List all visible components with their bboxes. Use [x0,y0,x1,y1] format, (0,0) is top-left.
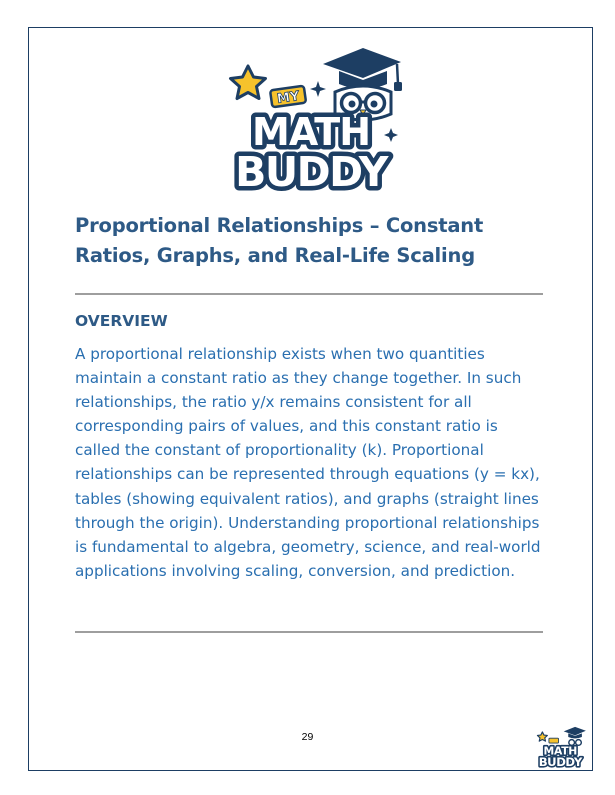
overview-paragraph: A proportional relationship exists when two quantities maintain a constant ratio as they change together. In such relationships, the ratio y/x remains consistent for all corresponding pairs of values, and this constant ratio is called the constant of proportionality (k). Proportional relationships can be represented through equations (y = kx), tables (showing equivalent ratios), and graphs (straight lines through the origin). Understanding proportional relationships is fundamental to algebra, geometry, science, and real-world applications involving scaling, conversion, and prediction. [75,345,541,580]
logo-word-buddy: BUDDY [235,148,387,194]
my-badge [270,86,306,108]
footer-logo-word-math: MATH [543,744,578,758]
page-title: Proportional Relationships – Constant Ratios, Graphs, and Real-Life Scaling [75,214,484,267]
footer-logo [533,725,587,769]
my-math-buddy-logo [215,44,405,194]
graduation-cap-icon [564,727,586,739]
footer-logo-word-buddy: BUDDY [538,755,582,769]
sparkle-icon [310,81,326,97]
logo-word-math: MATH [252,110,370,154]
sparkle-icon [384,128,398,142]
logo-word-my: MY [276,88,301,107]
divider [75,293,543,295]
section-heading: OVERVIEW [75,312,168,330]
divider [75,631,543,633]
page-number: 29 [301,731,314,743]
star-icon [231,66,266,99]
star-icon [537,732,547,741]
